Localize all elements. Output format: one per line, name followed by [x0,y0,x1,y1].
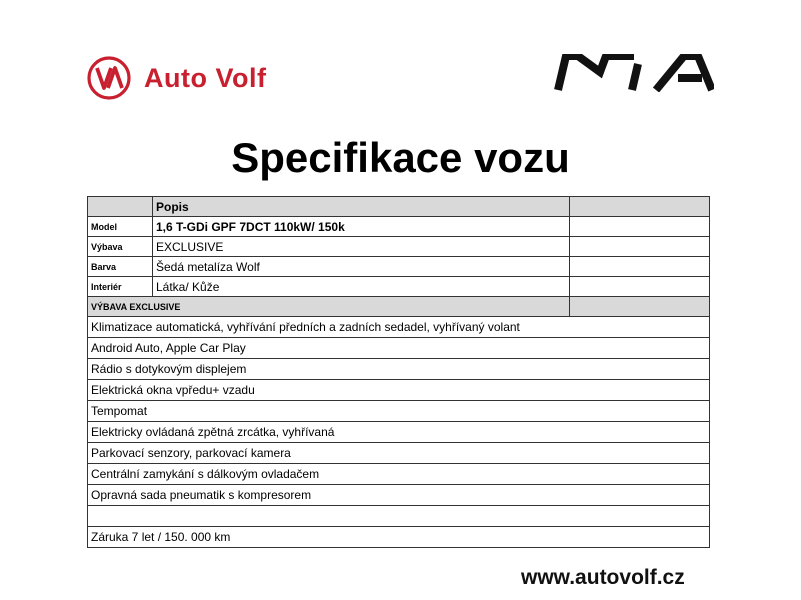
row-value: 1,6 T-GDi GPF 7DCT 110kW/ 150k [153,217,570,237]
table-row [88,277,710,297]
header-extra-cell [570,197,710,217]
feature-item: Parkovací senzory, parkovací kamera [88,443,710,464]
feature-row [88,464,710,485]
feature-row [88,485,710,506]
row-label: Interiér [88,277,153,297]
feature-item-empty [88,506,710,527]
auto-volf-emblem-icon [86,55,132,101]
table-row [88,237,710,257]
warranty-row [88,527,710,548]
feature-item: Centrální zamykání s dálkovým ovladačem [88,464,710,485]
feature-item: Android Auto, Apple Car Play [88,338,710,359]
feature-row [88,443,710,464]
section-header: VÝBAVA EXCLUSIVE [88,297,570,317]
row-value: Šedá metalíza Wolf [153,257,570,277]
section-header-extra [570,297,710,317]
feature-row [88,380,710,401]
kia-logo [552,54,714,97]
header-empty-cell [88,197,153,217]
feature-row [88,401,710,422]
table-row [88,217,710,237]
row-extra [570,257,710,277]
auto-volf-logo [86,55,266,101]
table-header-row [88,197,710,217]
row-label: Model [88,217,153,237]
row-label: Výbava [88,237,153,257]
dealer-name: Auto Volf [144,62,267,93]
row-extra [570,217,710,237]
row-value: EXCLUSIVE [153,237,570,257]
header-description-cell: Popis [153,197,570,217]
table-row [88,257,710,277]
feature-row [88,338,710,359]
row-label: Barva [88,257,153,277]
warranty-item: Záruka 7 let / 150. 000 km [88,527,710,548]
feature-item: Elektrická okna vpředu+ vzadu [88,380,710,401]
website-link[interactable]: www.autovolf.cz [521,566,685,589]
page-title: Specifikace vozu [231,134,570,181]
spec-table [87,196,710,548]
row-extra [570,237,710,257]
feature-item: Opravná sada pneumatik s kompresorem [88,485,710,506]
section-header-row [88,297,710,317]
feature-row [88,506,710,527]
feature-row [88,359,710,380]
feature-row [88,317,710,338]
feature-row [88,422,710,443]
feature-item: Tempomat [88,401,710,422]
feature-item: Klimatizace automatická, vyhřívání předních a zadních sedadel, vyhřívaný volant [88,317,710,338]
row-value: Látka/ Kůže [153,277,570,297]
feature-item: Elektricky ovládaná zpětná zrcátka, vyhřívaná [88,422,710,443]
row-extra [570,277,710,297]
kia-brand-icon [552,54,714,92]
feature-item: Rádio s dotykovým displejem [88,359,710,380]
